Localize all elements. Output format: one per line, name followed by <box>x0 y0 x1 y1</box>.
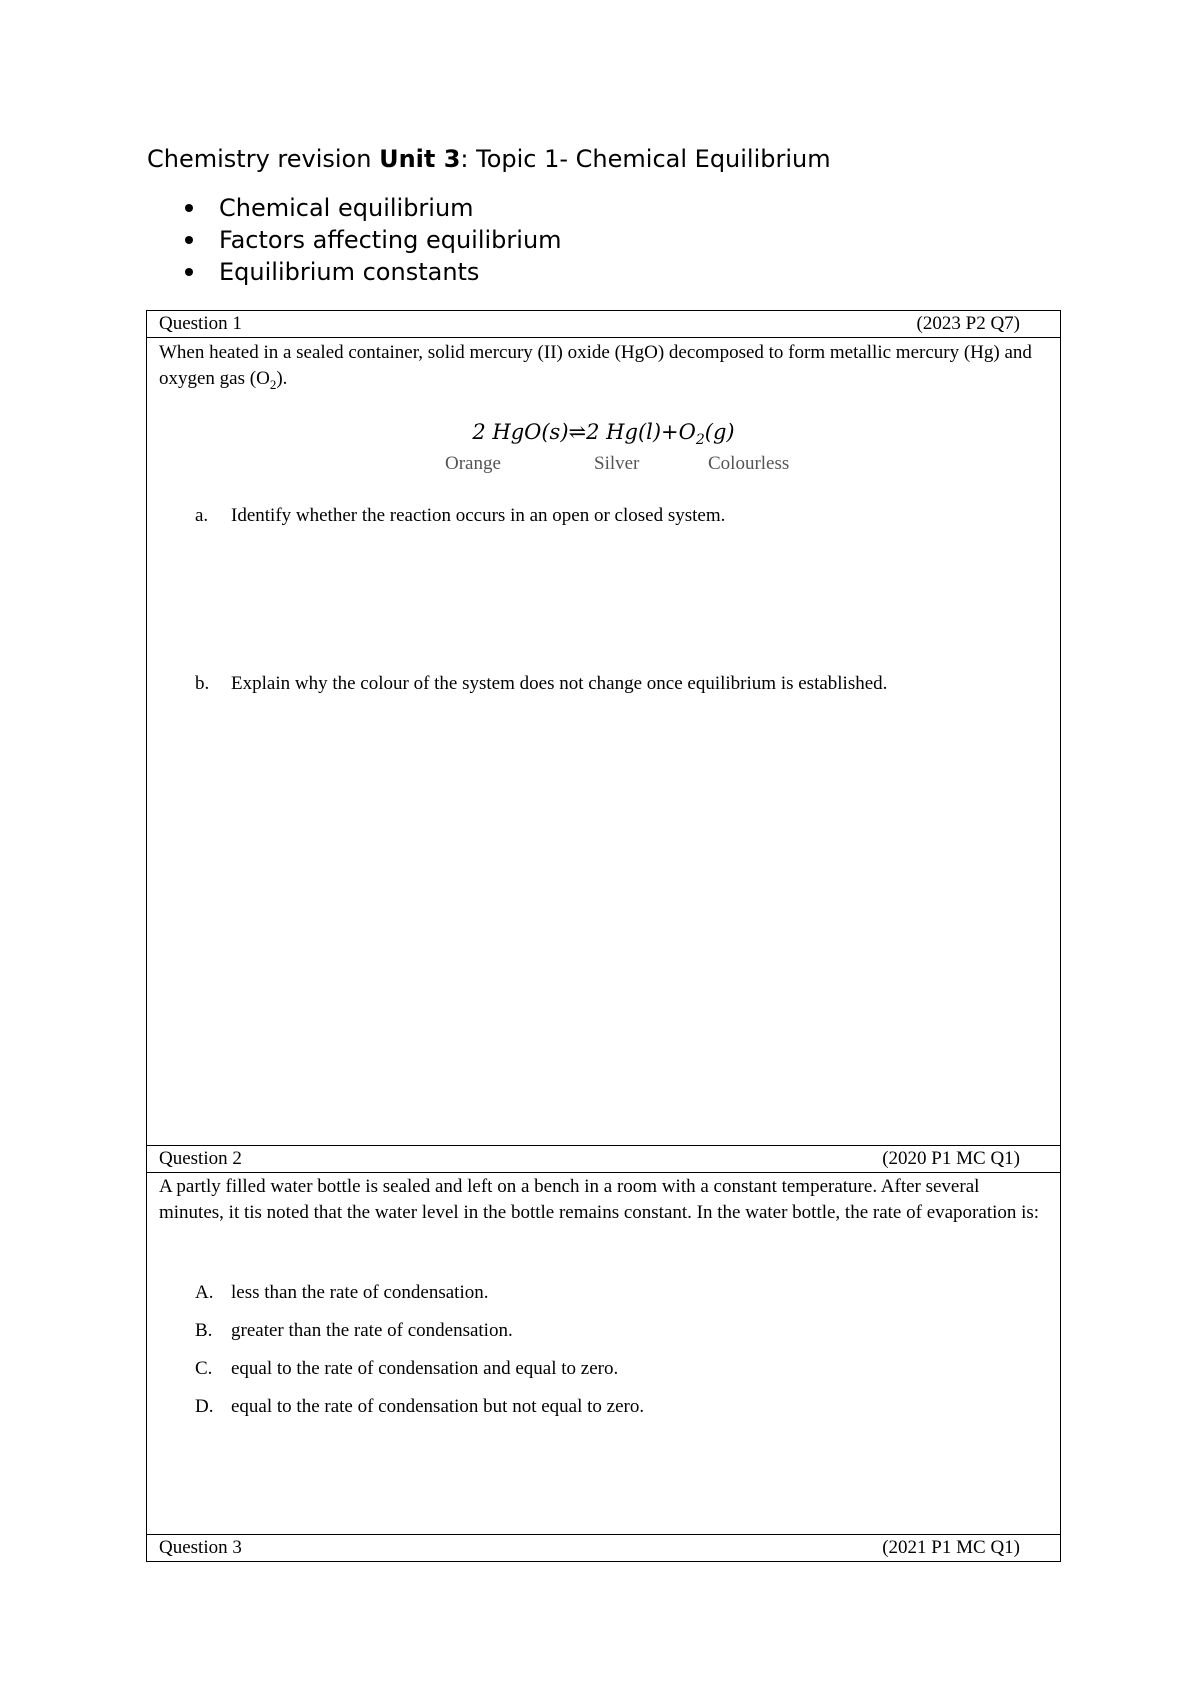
question-3-label: Question 3 <box>159 1537 242 1558</box>
bullet-icon <box>185 236 193 244</box>
option-text: greater than the rate of condensation. <box>231 1320 513 1341</box>
part-marker: a. <box>195 505 209 526</box>
part-text: Identify whether the reaction occurs in an open or closed system. <box>231 505 726 526</box>
topic-label: Factors affecting equilibrium <box>219 226 562 254</box>
topic-item <box>147 224 562 256</box>
topic-label: Equilibrium constants <box>219 258 480 286</box>
question-2-label: Question 2 <box>159 1148 242 1169</box>
eq-product-oxygen-state: (g) <box>704 420 735 444</box>
title-suffix: : Topic 1- Chemical Equilibrium <box>460 145 831 173</box>
eq-reactant: 2 HgO <box>472 420 542 444</box>
eq-product-oxygen: O <box>678 420 696 444</box>
option-text: less than the rate of condensation. <box>231 1282 489 1303</box>
stem-text-end: ). <box>276 368 288 389</box>
part-text: Explain why the colour of the system does not change once equilibrium is established. <box>231 673 888 694</box>
question-1-stem <box>159 340 1049 398</box>
topic-list <box>147 192 562 288</box>
question-3-header <box>147 1535 1060 1561</box>
eq-oxygen-subscript: 2 <box>695 432 705 449</box>
colour-label-colourless: Colourless <box>708 453 790 474</box>
document-title <box>147 144 831 174</box>
colour-label-silver: Silver <box>594 453 640 474</box>
eq-product-mercury: 2 Hg <box>586 420 638 444</box>
part-marker: b. <box>195 673 210 694</box>
question-1-label: Question 1 <box>159 313 242 334</box>
option-marker: B. <box>195 1320 213 1341</box>
question-2-box <box>146 1145 1061 1535</box>
bullet-icon <box>185 204 193 212</box>
option-text: equal to the rate of condensation but not equal to zero. <box>231 1396 645 1417</box>
eq-reactant-state: (s) <box>541 420 569 444</box>
topic-label: Chemical equilibrium <box>219 194 474 222</box>
topic-item <box>147 256 562 288</box>
bullet-icon <box>185 268 193 276</box>
question-1-box <box>146 310 1061 1146</box>
question-2-header <box>147 1146 1060 1173</box>
chemical-equation <box>147 420 1060 448</box>
question-3-reference: (2021 P1 MC Q1) <box>882 1537 1020 1558</box>
question-2-stem: A partly filled water bottle is sealed and left on a bench in a room with a constant temperature. After several minutes, it tis noted that the water level in the bottle remains constant. In the water bottle, the rate of evaporation is: <box>159 1176 1040 1223</box>
option-text: equal to the rate of condensation and equal to zero. <box>231 1358 619 1379</box>
question-1-reference: (2023 P2 Q7) <box>916 313 1020 334</box>
topic-item <box>147 192 562 224</box>
stem-subscript: 2 <box>269 376 277 392</box>
question-2-reference: (2020 P1 MC Q1) <box>882 1148 1020 1169</box>
option-marker: C. <box>195 1358 213 1379</box>
title-unit: Unit 3 <box>379 145 461 173</box>
question-2-body <box>147 1173 1060 1536</box>
colour-label-orange: Orange <box>445 453 501 474</box>
equilibrium-arrow-icon: ⇌ <box>568 420 587 444</box>
title-prefix: Chemistry revision <box>147 145 380 173</box>
option-marker: A. <box>195 1282 214 1303</box>
option-marker: D. <box>195 1396 214 1417</box>
question-3-box <box>146 1534 1061 1562</box>
eq-plus: + <box>661 420 679 444</box>
eq-product-mercury-state: (l) <box>637 420 662 444</box>
stem-text: When heated in a sealed container, solid mercury (II) oxide (HgO) decomposed to form metallic mercury (Hg) and oxygen gas (O <box>159 342 1032 389</box>
question-1-header <box>147 311 1060 338</box>
question-1-body <box>147 338 1060 1147</box>
